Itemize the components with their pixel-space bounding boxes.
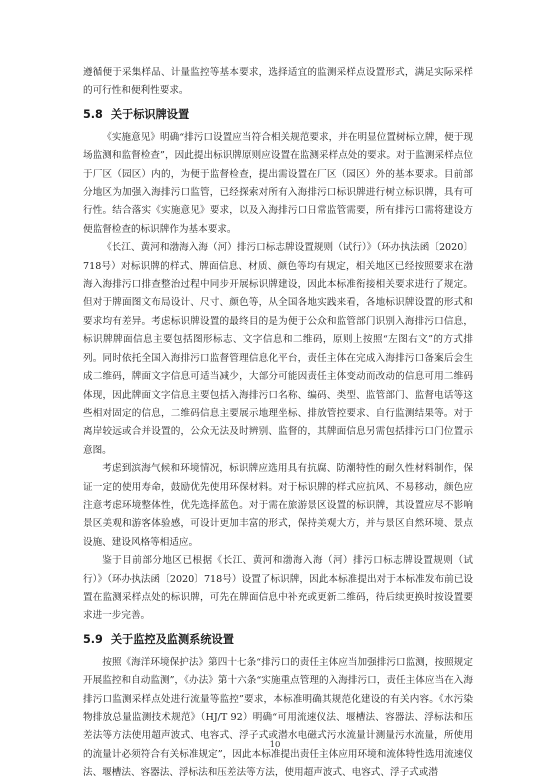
paragraph: 《实施意见》明确“排污口设置应当符合相关规范要求，并在明显位置树标立牌，便于现场监测和监督检查”，因此提出标识牌原则应设置在监测采样点处的要求。对于监测采样点位于厂区（园区）内的，为便于监督检查，提出需设置在厂区（园区）外的基本要求。目前部分地区为加强入海排污口监管，已经探索对所有入海排污口标识牌进行树立标识牌，具有可行性。结合落实《实施意见》要求，以及入海排污口日常监管需要，所有排污口需将建设方便监督检查的标识牌作为基本要求。 [83, 131, 473, 235]
paragraph-continued: 遵循便于采集样品、计量监控等基本要求，选择适宜的监测采样点设置形式，满足实际采样的可行性和便利性要求。 [83, 67, 473, 97]
section-number: 5.9 [83, 632, 103, 646]
paragraph: 鉴于目前部分地区已根据《长江、黄河和渤海入海（河）排污口标志牌设置规则（试行）》（环办执法函〔2020〕718号）设置了标识牌，因此本标准提出对于本标准发布前已设置在监测采样点处的标识牌，可先在牌面信息中补充或更新二维码，待后续更换时按设置要求进一步完善。 [83, 555, 473, 622]
section-number: 5.8 [83, 107, 103, 121]
section-title: 关于标识牌设置 [110, 107, 190, 121]
page-number: 10 [269, 740, 281, 750]
paragraph: 考虑到滨海气候和环境情况，标识牌应选用具有抗腐、防潮特性的耐久性材料制作，保证一定的使用寿命，鼓励优先使用环保材料。对于标识牌的样式应抗风、不易移动，颜色应注意考虑环境整体性，优先选择蓝色。对于需在旅游景区设置的标识牌，其设置应尽不影响景区美观和游客体验感，可设计更加丰富的形式，保持美观大方，并与景区自然环境、景点设施、建设风格等相适应。 [83, 463, 473, 548]
section-heading-5-8 [83, 105, 473, 125]
section-heading-5-9 [83, 630, 473, 650]
paragraph: 《长江、黄河和渤海入海（河）排污口标志牌设置规则（试行）》（环办执法函〔2020〕718号）对标识牌的样式、牌面信息、材质、颜色等均有规定，相关地区已经按照要求在渤海入海排污口排查整治过程中同步开展标识牌建设，因此本标准衔接相关要求进行了规定。但对于牌面图文布局设计、尺寸、颜色等，从全国各地实践来看，各地标识牌设置的形式和要求均有差异。考虑标识牌设置的最终目的是为便于公众和监管部门识别入海排污口信息，标识牌牌面信息主要包括图形标志、文字信息和二维码，原则上按照“左图右文”的方式排列。同时依托全国入海排污口监督管理信息化平台，责任主体在完成入海排污口备案后会生成二维码，牌面文字信息可适当减少，大部分可能因责任主体变动而改动的信息可用二维码体现，因此牌面文字信息主要包括入海排污口名称、编码、类型、监管部门、监督电话等这些相对固定的信息，二维码信息主要展示地理坐标、排放管控要求、自行监测结果等。对于离岸较远或合并设置的，公众无法及时辨别、监督的，其牌面信息另需包括排污口门位置示意图。 [83, 242, 473, 456]
section-title: 关于监控及监测系统设置 [110, 632, 234, 646]
page-body [83, 64, 473, 783]
paragraph: 按照《海洋环境保护法》第四十七条“排污口的责任主体应当加强排污口监测，按照规定开展监控和自动监测”，《办法》第十六条“实施重点管理的入海排污口，责任主体应当在入海排污口监测采样点处进行流量等监控”要求，本标准明确其规范化建设的有关内容。《水污染物排放总量监测技术规范》（HJ/T 92）明确“可用流速仪法、堰槽法、容器法、浮标法和压差法等方法使用超声波式、电容式、浮子式或潜水电磁式污水流量计测量污水流量，所使用的流量计必须符合有关标准规定”，因此本标准提出责任主体应用环境和流体特性选用流速仪法、堰槽法、容器法、浮标法和压差法等方法，使用超声波式、电容式、浮子式或潜 [83, 656, 473, 779]
